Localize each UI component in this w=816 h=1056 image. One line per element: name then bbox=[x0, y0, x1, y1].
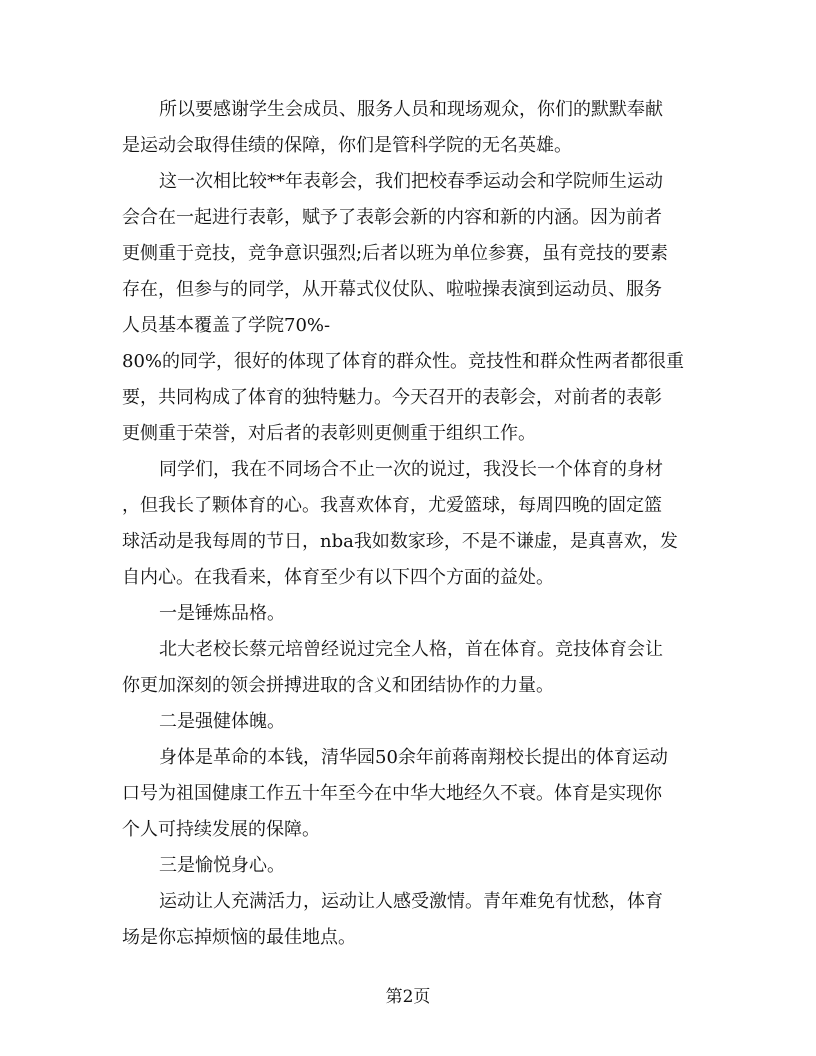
section-heading: 二是强健体魄。 bbox=[159, 711, 285, 732]
paragraph-line: 所以要感谢学生会成员、服务人员和现场观众，你们的默默奉献 bbox=[159, 99, 663, 120]
paragraph-line: 80%的同学，很好的体现了体育的群众性。竞技性和群众性两者都很重 bbox=[122, 351, 685, 372]
paragraph-line: 这一次相比较**年表彰会，我们把校春季运动会和学院师生运动 bbox=[159, 171, 663, 192]
paragraph-line: 更侧重于竞技，竞争意识强烈;后者以班为单位参赛，虽有竞技的要素 bbox=[122, 243, 669, 264]
paragraph-line: 身体是革命的本钱，清华园50余年前蒋南翔校长提出的体育运动 bbox=[159, 747, 668, 768]
page-number: 第2页 bbox=[385, 987, 431, 1007]
paragraph-line: 更侧重于荣誉，对后者的表彰则更侧重于组织工作。 bbox=[122, 423, 536, 444]
paragraph-line: 口号为祖国健康工作五十年至今在中华大地经久不衰。体育是实现你 bbox=[122, 783, 662, 804]
section-heading: 一是锤炼品格。 bbox=[159, 603, 285, 624]
paragraph-line: 个人可持续发展的保障。 bbox=[122, 819, 320, 840]
paragraph-line: 场是你忘掉烦恼的最佳地点。 bbox=[122, 927, 356, 948]
paragraph-line: 北大老校长蔡元培曾经说过完全人格，首在体育。竞技体育会让 bbox=[159, 639, 663, 660]
paragraph-line: 人员基本覆盖了学院70%- bbox=[122, 315, 331, 336]
section-heading: 三是愉悦身心。 bbox=[159, 855, 285, 876]
paragraph-line: 是运动会取得佳绩的保障，你们是管科学院的无名英雄。 bbox=[122, 135, 572, 156]
paragraph-line: 同学们，我在不同场合不止一次的说过，我没长一个体育的身材 bbox=[159, 459, 663, 480]
paragraph-line: 球活动是我每周的节日，nba我如数家珍，不是不谦虚，是真喜欢，发 bbox=[122, 531, 678, 552]
paragraph-line: 要，共同构成了体育的独特魅力。今天召开的表彰会，对前者的表彰 bbox=[122, 387, 662, 408]
paragraph-line: 运动让人充满活力，运动让人感受激情。青年难免有忧愁，体育 bbox=[159, 891, 663, 912]
paragraph-line: 会合在一起进行表彰，赋予了表彰会新的内容和新的内涵。因为前者 bbox=[122, 207, 662, 228]
paragraph-line: 你更加深刻的领会拼搏进取的含义和团结协作的力量。 bbox=[122, 675, 554, 696]
document-body bbox=[122, 92, 722, 956]
paragraph-line: ，但我长了颗体育的心。我喜欢体育，尤爱篮球，每周四晚的固定篮 bbox=[122, 495, 662, 516]
paragraph-line: 自内心。在我看来，体育至少有以下四个方面的益处。 bbox=[122, 567, 554, 588]
paragraph-line: 存在，但参与的同学，从开幕式仪仗队、啦啦操表演到运动员、服务 bbox=[122, 279, 662, 300]
